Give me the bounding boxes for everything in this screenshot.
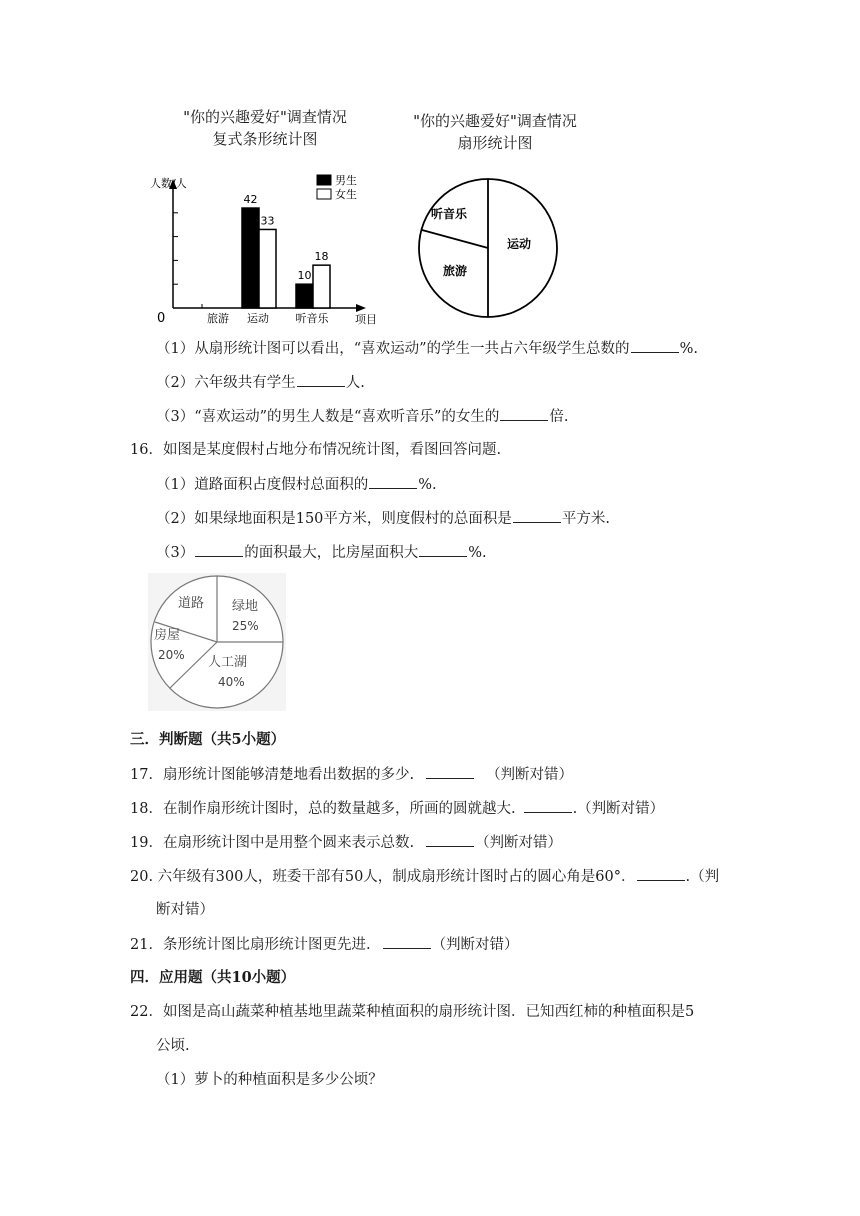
q16-1: （1）道路面积占度假村总面积的 %. [156, 474, 437, 495]
pie-value-house: 20% [158, 648, 185, 662]
q17: 17．扇形统计图能够清楚地看出数据的多少. （判断对错） [130, 764, 573, 785]
bar-chart-title-line2: 复式条形统计图 [212, 130, 318, 148]
legend-swatch-girls [317, 189, 331, 199]
answer-blank[interactable] [195, 542, 243, 557]
q15-2: （2）六年级共有学生 人. [156, 372, 365, 393]
pie-label-road: 道路 [178, 596, 205, 611]
q20: 20. 六年级有300人，班委干部有50人，制成扇形统计图时占的圆心角是60°． .（判 [130, 866, 719, 887]
q16-3: （3） 的面积最大，比房屋面积大 %. [156, 542, 487, 563]
pie-label-sport: 运动 [507, 237, 532, 251]
pie-label-green: 绿地 [232, 599, 259, 614]
bar-value-label: 33 [260, 214, 275, 228]
answer-blank[interactable] [500, 406, 548, 421]
q21: 21．条形统计图比扇形统计图更先进. （判断对错） [130, 934, 519, 955]
pie-value-lake: 40% [218, 675, 245, 689]
bar-chart [140, 165, 390, 330]
bar-girls-1 [259, 229, 276, 308]
pie-label-house: 房屋 [154, 628, 181, 643]
pie-chart-title-line2: 扇形统计图 [457, 134, 533, 152]
section-3-heading: 三．判断题（共5小题） [130, 731, 286, 748]
legend-label-boys: 男生 [335, 174, 357, 187]
pie-chart-title-line1: "你的兴趣爱好"调查情况 [413, 112, 577, 130]
x-tick-label: 运动 [247, 312, 269, 325]
q22-line2: 公顷. [156, 1038, 190, 1054]
q20-cont: 断对错） [156, 902, 214, 918]
q15-1: （1）从扇形统计图可以看出，“喜欢运动”的学生一共占六年级学生总数的 %. [156, 338, 698, 359]
answer-blank[interactable] [426, 832, 474, 847]
x-axis-arrow [356, 304, 366, 312]
bar-girls-2 [313, 265, 330, 308]
q22-line1: 22．如图是高山蔬菜种植基地里蔬菜种植面积的扇形统计图．已知西红柿的种植面积是5 [130, 1004, 695, 1020]
x-tick-label: 听音乐 [295, 312, 329, 325]
answer-blank[interactable] [426, 764, 474, 779]
bar-chart-title [150, 106, 380, 150]
y-axis-label: 人数/人 [150, 177, 187, 190]
pie-chart-title [390, 110, 600, 154]
q16-2: （2）如果绿地面积是150平方米，则度假村的总面积是 平方米. [156, 508, 610, 529]
answer-blank[interactable] [513, 508, 561, 523]
q22-1: （1）萝卜的种植面积是多少公顷？ [156, 1072, 383, 1088]
q15-3: （3）“喜欢运动”的男生人数是“喜欢听音乐”的女生的 倍. [156, 406, 568, 427]
answer-blank[interactable] [383, 934, 431, 949]
answer-blank[interactable] [631, 338, 679, 353]
x-axis-label: 项目 [355, 313, 377, 326]
pie-value-green: 25% [232, 619, 259, 633]
pie-chart-resort [148, 573, 286, 711]
bar-value-label: 42 [243, 193, 258, 207]
pie-label-music: 听音乐 [431, 207, 468, 221]
bar-boys-2 [296, 284, 313, 308]
pie-label-travel: 旅游 [443, 264, 468, 278]
bar-value-label: 10 [297, 269, 312, 283]
legend-label-girls: 女生 [335, 188, 357, 201]
bar-value-label: 18 [314, 250, 329, 264]
pie-label-lake: 人工湖 [208, 655, 248, 670]
answer-blank[interactable] [369, 474, 417, 489]
answer-blank[interactable] [419, 542, 467, 557]
x-tick-label: 旅游 [207, 312, 229, 325]
pie-chart-interests [415, 175, 565, 325]
legend-swatch-boys [317, 175, 331, 185]
section-4-heading: 四．应用题（共10小题） [130, 969, 296, 986]
answer-blank[interactable] [524, 798, 572, 813]
bar-boys-1 [242, 208, 259, 308]
q18: 18．在制作扇形统计图时，总的数量越多，所画的圆就越大. .（判断对错） [130, 798, 664, 819]
answer-blank[interactable] [637, 866, 685, 881]
bar-chart-title-line1: "你的兴趣爱好"调查情况 [183, 108, 347, 126]
answer-blank[interactable] [297, 372, 345, 387]
q16-stem: 16．如图是某度假村占地分布情况统计图，看图回答问题. [130, 442, 502, 458]
q19: 19．在扇形统计图中是用整个圆来表示总数. （判断对错） [130, 832, 562, 853]
origin-label: 0 [157, 311, 166, 326]
